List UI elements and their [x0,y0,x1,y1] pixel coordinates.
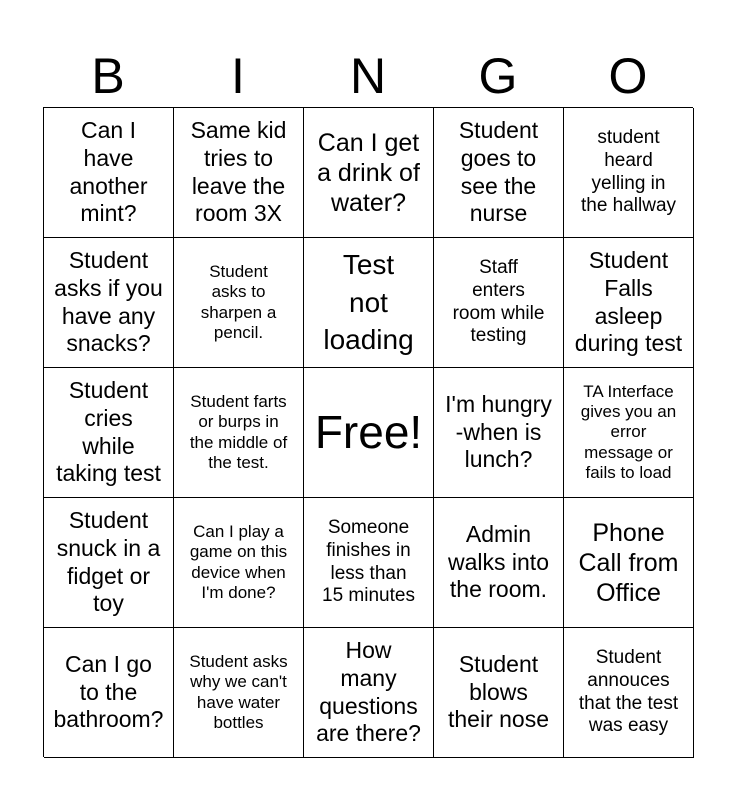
header-letter-b: B [91,48,125,104]
bingo-cell[interactable]: Can I have another mint? [44,108,174,238]
bingo-cell[interactable]: I'm hungry -when is lunch? [434,368,564,498]
bingo-cell[interactable]: Can I play a game on this device when I'm done? [174,498,304,628]
bingo-cell[interactable]: Student asks if you have any snacks? [44,238,174,368]
bingo-cell[interactable]: student heard yelling in the hallway [564,108,694,238]
free-space-cell[interactable]: Free! [304,368,434,498]
bingo-cell[interactable]: Admin walks into the room. [434,498,564,628]
bingo-cell[interactable]: Student asks to sharpen a pencil. [174,238,304,368]
bingo-board [43,107,693,757]
bingo-cell[interactable]: Student asks why we can't have water bottles [174,628,304,758]
bingo-cell[interactable]: Test not loading [304,238,434,368]
bingo-cell[interactable]: Phone Call from Office [564,498,694,628]
bingo-cell[interactable]: Student Falls asleep during test [564,238,694,368]
bingo-cell[interactable]: Can I go to the bathroom? [44,628,174,758]
bingo-header [43,46,693,106]
header-letter-n: N [349,48,387,104]
header-letter-o: O [608,48,648,104]
header-letter-i: I [231,48,245,104]
bingo-cell[interactable]: Student cries while taking test [44,368,174,498]
bingo-cell[interactable]: Someone finishes in less than 15 minutes [304,498,434,628]
bingo-cell[interactable]: TA Interface gives you an error message or fails to load [564,368,694,498]
bingo-cell[interactable]: Student blows their nose [434,628,564,758]
bingo-cell[interactable]: Staff enters room while testing [434,238,564,368]
bingo-cell[interactable]: Student farts or burps in the middle of the test. [174,368,304,498]
bingo-cell[interactable]: Student goes to see the nurse [434,108,564,238]
bingo-cell[interactable]: Student snuck in a fidget or toy [44,498,174,628]
bingo-cell[interactable]: How many questions are there? [304,628,434,758]
bingo-cell[interactable]: Student annouces that the test was easy [564,628,694,758]
bingo-cell[interactable]: Same kid tries to leave the room 3X [174,108,304,238]
header-letter-g: G [478,48,518,104]
bingo-cell[interactable]: Can I get a drink of water? [304,108,434,238]
